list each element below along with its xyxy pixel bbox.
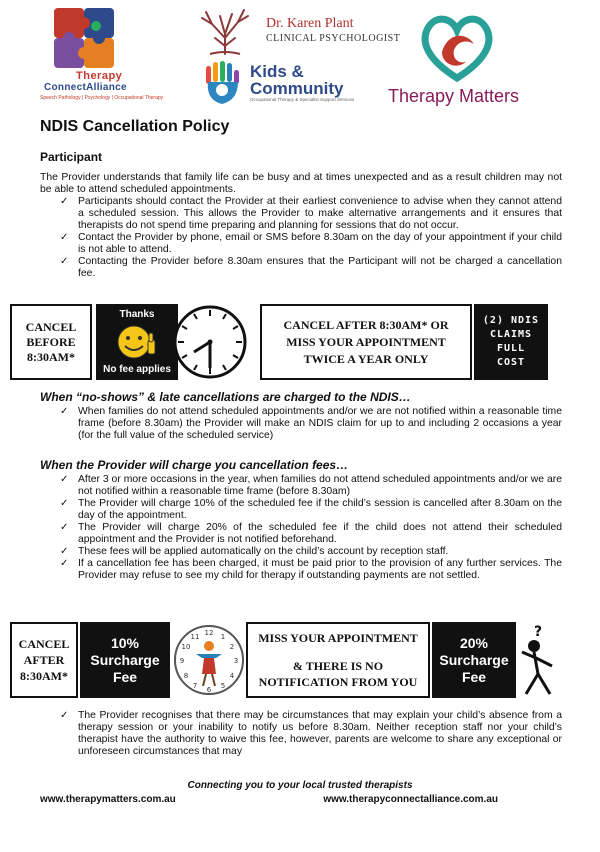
footer-url-left[interactable]: www.therapymatters.com.au [40, 794, 176, 805]
svg-text:?: ? [533, 624, 543, 640]
check-icon: ✓ [60, 546, 69, 557]
list-item: ✓ After 3 or more occasions in the year, when families do not attend scheduled appointments and/or we are not notified within a reasonable time frame (before 8.30am) [60, 474, 562, 497]
participant-intro: The Provider understands that family life can be busy and at times unexpected and as a result children may not be able to attend scheduled appointments. [40, 172, 562, 195]
thanks-box: Thanks No fee applies [96, 304, 178, 380]
check-icon: ✓ [60, 196, 69, 207]
therapy-matters-heart-icon [418, 12, 496, 82]
karen-plant-logo [190, 8, 420, 58]
therapy-matters-logo [388, 12, 538, 108]
therapy-matters-text: Therapy Matters [388, 86, 520, 106]
svg-text:5: 5 [220, 682, 226, 690]
svg-text:8: 8 [183, 672, 189, 680]
no-shows-heading: When “no-shows” & late cancellations are charged to the NDIS… [40, 390, 411, 404]
check-icon: ✓ [60, 498, 69, 509]
check-icon: ✓ [60, 406, 69, 417]
check-icon: ✓ [60, 558, 69, 569]
participant-heading: Participant [40, 150, 103, 164]
svg-text:10: 10 [181, 643, 191, 651]
footer-tagline: Connecting you to your local trusted therapists [187, 780, 413, 791]
svg-text:7: 7 [192, 682, 198, 690]
therapy-connect-alliance-logo [40, 6, 180, 106]
check-icon: ✓ [60, 232, 69, 243]
svg-text:3: 3 [233, 657, 239, 665]
fees-heading: When the Provider will charge you cancellation fees… [40, 458, 349, 472]
scarecrow-clock-icon [170, 622, 248, 698]
surcharge-10-box: 10% Surcharge Fee [80, 622, 170, 698]
cancellation-banner-2 [10, 622, 548, 698]
participant-bullets [56, 196, 562, 280]
cancel-before-box: CANCEL BEFORE 8:30AM* [10, 304, 92, 380]
check-icon: ✓ [60, 474, 69, 485]
list-item: ✓ When families do not attend scheduled appointments and/or we are not notified within a reasonable time frame (before 8.30am) the Provider will make an NDIS claim for up to and including 2 occasions a year (for the full value of the scheduled service) [60, 406, 562, 441]
svg-text:4: 4 [229, 672, 235, 680]
cancel-after-box-2: CANCEL AFTER 8:30AM* [10, 622, 78, 698]
no-shows-bullets [56, 406, 562, 442]
kp-name: Dr. Karen Plant [266, 16, 354, 31]
check-icon: ✓ [60, 710, 69, 721]
tca-line2: ConnectAlliance [44, 82, 127, 93]
clock-icon [170, 304, 250, 380]
list-item: ✓ Participants should contact the Provider at their earliest convenience to advise when they cannot attend a scheduled session. This allows the Provider to make alternative arrangements and it ensures that therapists do not spend time preparing and planning for sessions that do not occur. [60, 196, 562, 231]
cancel-after-box: CANCEL AFTER 8:30AM* OR MISS YOUR APPOINTMENT TWICE A YEAR ONLY [260, 304, 472, 380]
kc-tagline: Occupational Therapy & Specialist Support Services [250, 97, 355, 102]
ndis-claims-box: (2) NDIS CLAIMS FULL COST [474, 304, 548, 380]
tree-icon [190, 8, 260, 56]
list-item: ✓ Contacting the Provider before 8.30am ensures that the Participant will not be charged a cancellation fee. [60, 256, 562, 279]
list-item: ✓ The Provider recognises that there may be circumstances that may explain your child’s absence from a therapy session or your inability to notify us before 8.30am. Neither reception staff nor your child’s therapist have the authority to waive this fee, however, parents are welcome to share any exceptional or unforeseen circumstances that may [60, 710, 562, 757]
tca-tagline: Speech Pathology | Psychology | Occupational Therapy [40, 95, 164, 101]
puzzle-icon [52, 6, 116, 70]
fees-bullets [56, 474, 562, 582]
svg-text:1: 1 [220, 633, 226, 641]
logo-header [0, 4, 600, 104]
kc-line1: Kids & [250, 62, 304, 81]
list-item: ✓ The Provider will charge 10% of the scheduled fee if the child’s session is cancelled after 8.30am on the day of the appointment. [60, 498, 562, 521]
page-title: NDIS Cancellation Policy [40, 118, 230, 135]
hand-icon [200, 60, 246, 106]
kids-community-logo [200, 60, 400, 110]
svg-text:11: 11 [190, 633, 200, 641]
kc-line2: Community [250, 79, 344, 98]
cancellation-banner-1 [10, 304, 548, 380]
tca-line1: Therapy [76, 70, 123, 82]
list-item: ✓ If a cancellation fee has been charged, it must be paid prior to the provision of any further services. The Provider may refuse to see my child for therapy if outstanding payments are not settled. [60, 558, 562, 581]
svg-text:12: 12 [204, 629, 214, 637]
smiley-thumbs-up-icon [116, 324, 158, 360]
check-icon: ✓ [60, 256, 69, 267]
svg-text:9: 9 [179, 657, 185, 665]
svg-text:2: 2 [229, 643, 235, 651]
closing-bullets [56, 710, 562, 758]
miss-appointment-box: MISS YOUR APPOINTMENT & THERE IS NO NOTIFICATION FROM YOU [246, 622, 430, 698]
list-item: ✓ Contact the Provider by phone, email or SMS before 8.30am on the day of your appointment if your child is not able to attend. [60, 232, 562, 255]
list-item: ✓ The Provider will charge 20% of the scheduled fee if the child does not attend their scheduled appointment and the Provider is not notified beforehand. [60, 522, 562, 545]
list-item: ✓ These fees will be applied automatically on the child’s account by reception staff. [60, 546, 449, 557]
stick-figure-question-icon [518, 622, 558, 698]
check-icon: ✓ [60, 522, 69, 533]
surcharge-20-box: 20% Surcharge Fee [432, 622, 516, 698]
footer-url-right[interactable]: www.therapyconnectalliance.com.au [323, 794, 498, 805]
kp-role: CLINICAL PSYCHOLOGIST [266, 33, 401, 44]
svg-text:6: 6 [206, 686, 212, 694]
